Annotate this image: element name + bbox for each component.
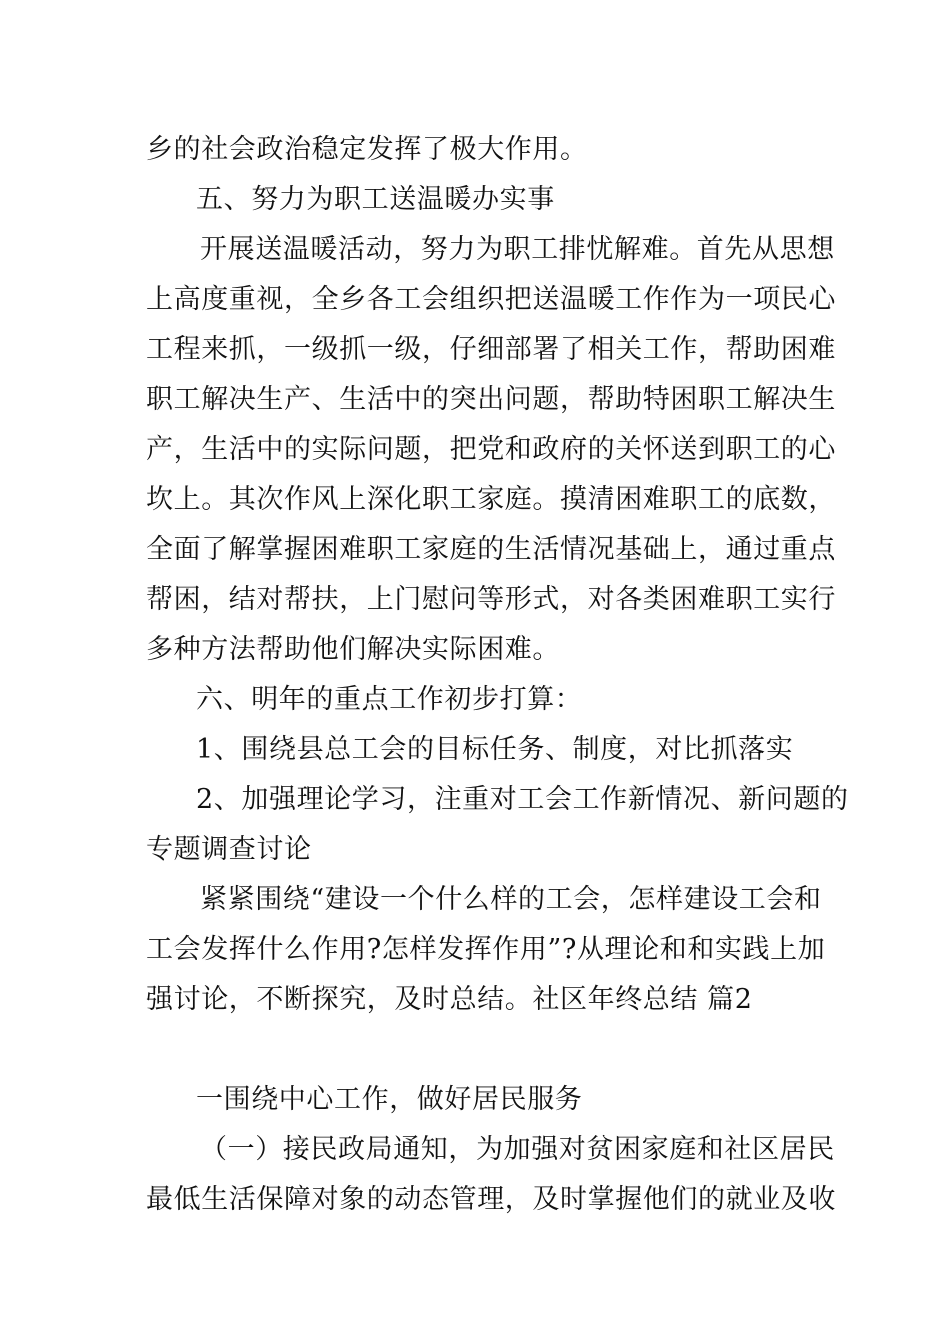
paragraph-line: 紧紧围绕“建设一个什么样的工会，怎样建设工会和 [200, 884, 822, 915]
section-heading: 六、明年的重点工作初步打算： [196, 684, 583, 715]
paragraph-line: 最低生活保障对象的动态管理，及时掌握他们的就业及收 [146, 1184, 836, 1215]
paragraph-line: 上高度重视，全乡各工会组织把送温暖工作作为一项民心 [146, 284, 836, 315]
section-heading: 五、努力为职工送温暖办实事 [196, 184, 555, 215]
paragraph-line: 工会发挥什么作用?怎样发挥作用”?从理论和和实践上加 [146, 934, 826, 965]
section-heading: 一围绕中心工作，做好居民服务 [196, 1084, 583, 1115]
paragraph-line: 强讨论，不断探究，及时总结。社区年终总结 篇2 [146, 984, 753, 1015]
paragraph-line: 多种方法帮助他们解决实际困难。 [146, 634, 560, 665]
paragraph-line: 开展送温暖活动，努力为职工排忧解难。首先从思想 [200, 234, 835, 265]
paragraph-line: （一）接民政局通知，为加强对贫困家庭和社区居民 [200, 1134, 835, 1165]
list-item: 1、围绕县总工会的目标任务、制度，对比抓落实 [196, 734, 794, 765]
list-item: 2、加强理论学习，注重对工会工作新情况、新问题的 [196, 784, 849, 815]
list-item-continuation: 专题调查讨论 [146, 834, 312, 865]
paragraph-line: 产，生活中的实际问题，把党和政府的关怀送到职工的心 [146, 434, 836, 465]
paragraph-line: 帮困，结对帮扶，上门慰问等形式，对各类困难职工实行 [146, 584, 836, 615]
paragraph-line: 职工解决生产、生活中的突出问题，帮助特困职工解决生 [146, 384, 836, 415]
paragraph-line: 坎上。其次作风上深化职工家庭。摸清困难职工的底数， [146, 484, 836, 515]
paragraph-line: 全面了解掌握困难职工家庭的生活情况基础上，通过重点 [146, 534, 836, 565]
body-text-line: 乡的社会政治稳定发挥了极大作用。 [146, 134, 588, 165]
paragraph-line: 工程来抓，一级抓一级，仔细部署了相关工作，帮助困难 [146, 334, 836, 365]
